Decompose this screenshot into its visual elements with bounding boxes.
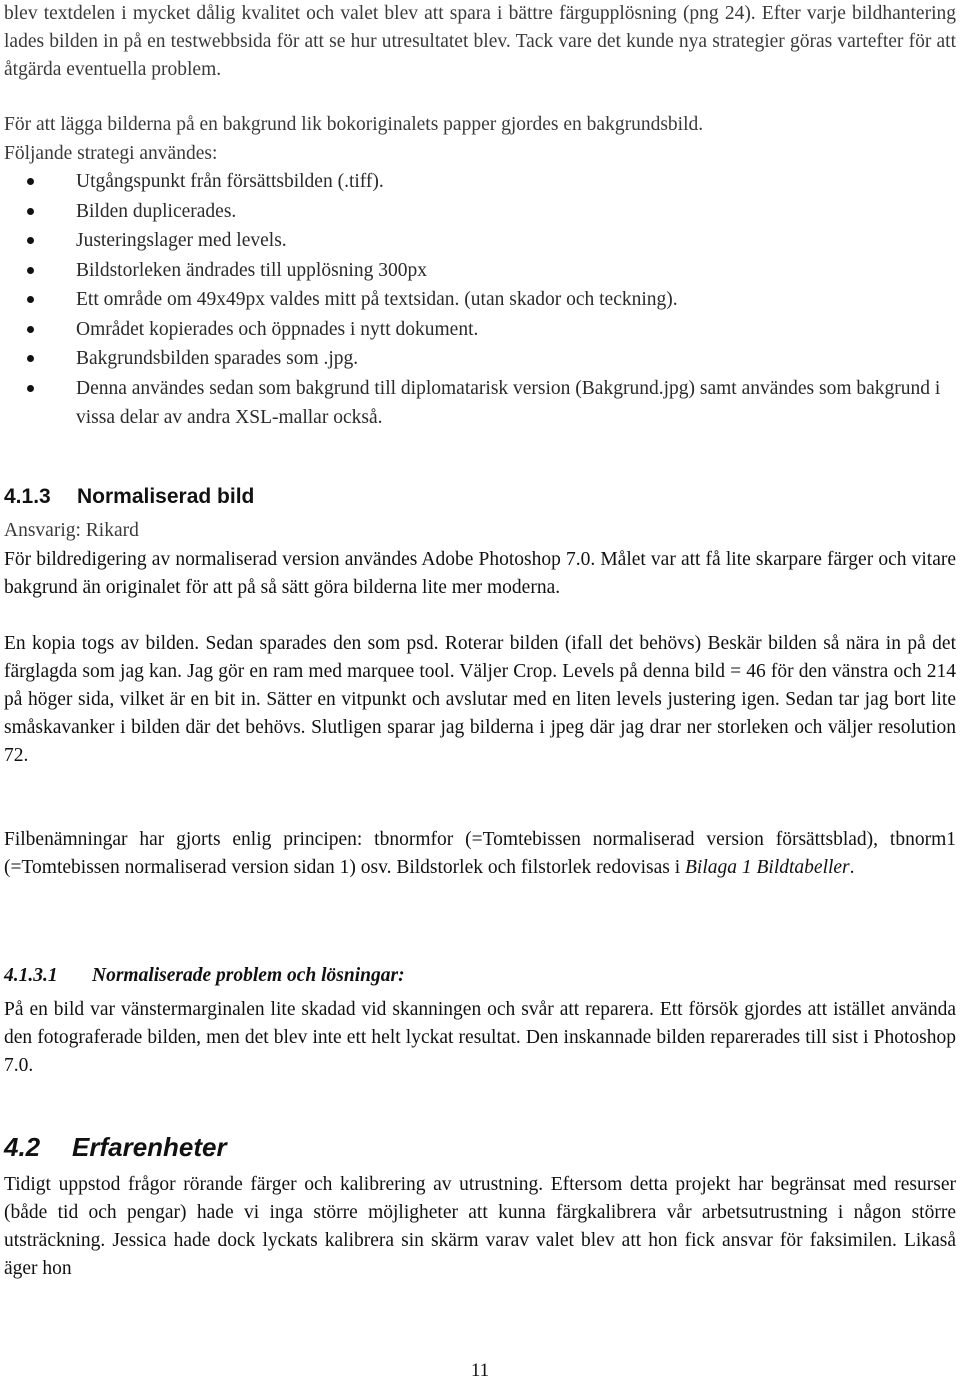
background-paragraph: För att lägga bilderna på en bakgrund lik bokoriginalets papper gjordes en bakgrundsbild. (4, 114, 704, 135)
list-item (0, 226, 960, 256)
list-item (0, 315, 960, 345)
list-item (0, 197, 960, 227)
paragraph: På en bild var vänstermarginalen lite skadad vid skanningen och svår att reparera. Ett försök gjordes att istället använda den fotograferade bilden, men det blev inte ett helt lyckat resultat. Den inskannade bilden reparerades till sist i Photoshop 7.0. (4, 999, 956, 1076)
list-item-text: Området kopierades och öppnades i nytt dokument. (76, 318, 479, 340)
bullet-icon (27, 237, 34, 244)
section-title: Erfarenheter (72, 1132, 227, 1162)
list-item (0, 256, 960, 286)
paragraph-text: Filbenämningar har gjorts enlig principen: tbnormfor (=Tomtebissen normaliserad version försättsblad), tbnorm1 (=Tomtebissen normaliserad version sidan 1) osv. Bildstorlek och filstorlek redovisas i (4, 829, 956, 878)
section-heading-4-2 (4, 1131, 227, 1163)
list-item-text: Bilden duplicerades. (76, 200, 237, 222)
list-item (0, 167, 960, 197)
list-item (0, 344, 960, 374)
bullet-icon (27, 296, 34, 303)
section-heading-4-1-3-1 (4, 962, 405, 990)
section-heading-4-1-3 (4, 483, 254, 511)
paragraph-end: . (849, 857, 855, 878)
list-item-text: Bildstorleken ändrades till upplösning 300px (76, 259, 427, 281)
paragraph: En kopia togs av bilden. Sedan sparades den som psd. Roterar bilden (ifall det behövs) Beskär bilden så nära in på det färglagda som jag kan. Jag gör en ram med marquee tool. Väljer Crop. Levels på denna bild = 46 för den vänstra och 214 på höger sida, vilket är en bit in. Sätter en vitpunkt och avslutar med en liten levels justering igen. Sedan tar jag bort lite småskavanker i bilden där det behövs. Slutligen sparar jag bilderna i jpeg där jag drar ner storleken och väljer resolution 72. (4, 633, 956, 766)
section-number: 4.1.3 (4, 485, 51, 508)
list-item (0, 374, 960, 433)
section-title: Normaliserad bild (77, 485, 255, 508)
list-item-text: Bakgrundsbilden sparades som .jpg. (76, 348, 359, 369)
section-title: Normaliserade problem och lösningar: (92, 965, 405, 986)
strategy-list (0, 167, 960, 433)
list-item-text: Justeringslager med levels. (76, 230, 287, 251)
bullet-icon (27, 208, 34, 215)
paragraph: För bildredigering av normaliserad version användes Adobe Photoshop 7.0. Målet var att få lite skarpare färger och vitare bakgrund än originalet för att på så sätt göra bilderna lite mer moderna. (4, 549, 956, 598)
list-item-text: Ett område om 49x49px valdes mitt på textsidan. (utan skador och teckning). (76, 289, 678, 310)
strategy-intro: Följande strategi användes: (4, 143, 218, 164)
list-item (0, 285, 960, 315)
section-number: 4.2 (4, 1132, 41, 1162)
bullet-icon (27, 326, 34, 333)
paragraph (4, 826, 956, 882)
bullet-icon (27, 385, 34, 392)
responsible-line: Ansvarig: Rikard (4, 520, 139, 541)
paragraph: Tidigt uppstod frågor rörande färger och kalibrering av utrustning. Eftersom detta projekt har begränsat med resurser (både tid och pengar) hade vi inga större möjligheter att kunna färgkalibrera vår arbetsutrustning i någon större utsträckning. Jessica hade dock lyckats kalibrera sin skärm varav valet blev att hon fick ansvar för faksimilen. Likaså äger hon (4, 1174, 956, 1279)
list-item-text: Denna användes sedan som bakgrund till diplomatarisk version (Bakgrund.jpg) samt användes som bakgrund i vissa delar av andra XSL-mallar också. (76, 377, 941, 428)
bullet-icon (27, 267, 34, 274)
intro-paragraph: blev textdelen i mycket dålig kvalitet och valet blev att spara i bättre färgupplösning (png 24). Efter varje bildhantering lades bilden in på en testwebbsida för att se hur utresultatet blev. Tack vare det kunde nya strategier göras vartefter för att åtgärda eventuella problem. (4, 3, 956, 80)
bullet-icon (27, 178, 34, 185)
list-item-text: Utgångspunkt från försättsbilden (.tiff). (76, 171, 384, 192)
bullet-icon (27, 355, 34, 362)
section-number: 4.1.3.1 (4, 965, 58, 986)
page-number: 11 (470, 1360, 490, 1381)
appendix-reference: Bilaga 1 Bildtabeller (685, 857, 850, 878)
